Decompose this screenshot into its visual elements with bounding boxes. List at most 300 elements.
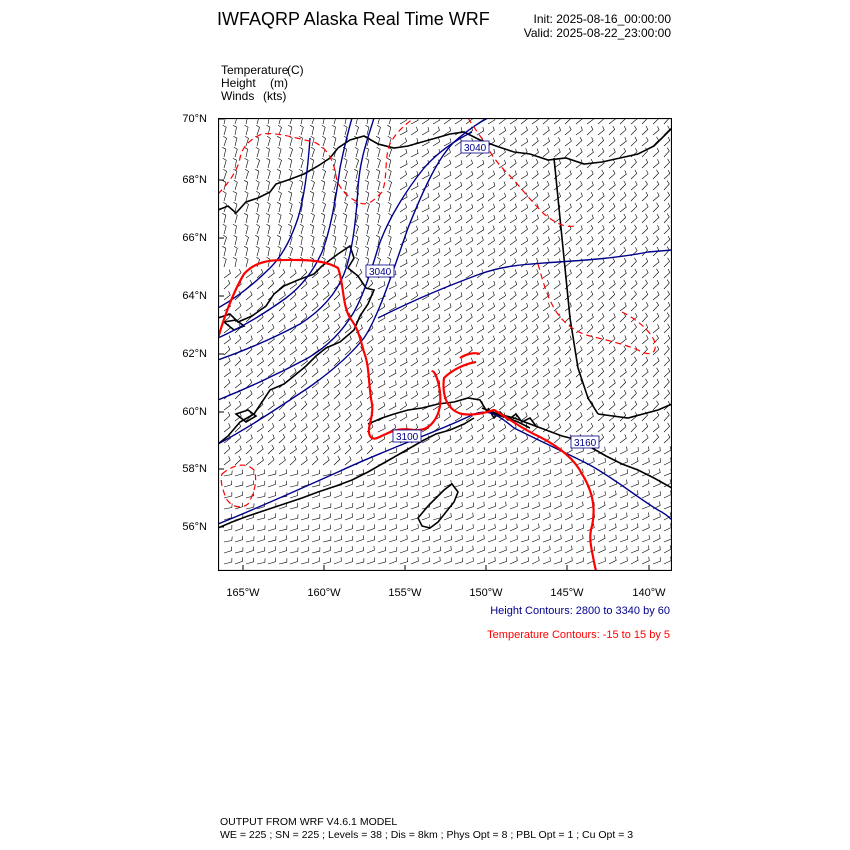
wind-barb: [400, 391, 407, 399]
wind-barb: [543, 402, 550, 410]
wind-barb: [598, 390, 604, 399]
wind-barb: [411, 237, 418, 245]
wind-barb: [444, 470, 452, 476]
model-config: WE = 225 ; SN = 225 ; Levels = 38 ; Dis = 8km ; Phys Opt = 8 ; PBL Opt = 1 ; Cu Opt = 3: [220, 829, 634, 841]
wind-barb: [664, 524, 671, 531]
wind-barb: [301, 525, 309, 531]
wind-barb: [235, 302, 241, 311]
wind-barb: [400, 513, 408, 520]
wind-barb: [664, 379, 669, 388]
wind-barb: [477, 480, 485, 487]
wind-barb: [664, 137, 670, 146]
wind-barb: [653, 126, 659, 135]
wind-barb: [444, 536, 452, 542]
wind-barb: [466, 181, 472, 190]
wind-barb: [576, 513, 583, 520]
wind-barb: [411, 514, 419, 520]
wind-barb: [664, 335, 670, 344]
wind-barb: [598, 480, 605, 487]
wind-barb: [444, 336, 451, 344]
wind-barb: [400, 535, 407, 542]
wind-barb: [565, 480, 572, 488]
wind-barb: [664, 535, 671, 542]
wind-barb: [344, 224, 348, 234]
wind-barb: [245, 191, 249, 201]
wind-barb: [224, 504, 232, 510]
wind-barb: [277, 136, 281, 146]
wind-barb: [554, 492, 562, 499]
wind-barb: [488, 127, 494, 136]
wind-barb: [565, 502, 573, 509]
wind-barb: [224, 369, 231, 377]
wind-barb: [532, 314, 539, 322]
wind-barb: [267, 158, 270, 168]
wind-barb: [411, 413, 418, 421]
wind-barb: [288, 191, 292, 201]
wind-barb: [378, 514, 386, 521]
wind-barb: [257, 536, 265, 543]
wind-barb: [609, 258, 615, 267]
wind-barb: [642, 512, 649, 520]
wind-barb: [477, 513, 485, 520]
wind-barb: [543, 447, 550, 454]
wind-barb: [653, 557, 661, 564]
wind-barb: [631, 137, 637, 146]
wind-barb: [224, 412, 230, 421]
wind-barb: [499, 391, 506, 399]
wind-barb: [543, 204, 550, 212]
wind-barb: [235, 445, 241, 454]
wind-barb: [246, 357, 252, 366]
wind-barb: [543, 357, 549, 366]
wind-barb: [587, 203, 593, 212]
wind-barb: [587, 149, 593, 158]
wind-barb: [301, 302, 307, 311]
wind-barb: [367, 491, 375, 498]
wind-barb: [664, 357, 670, 366]
wind-barb: [642, 203, 648, 212]
wind-barb: [466, 259, 473, 267]
wind-barb: [664, 181, 669, 190]
wind-barb: [477, 160, 484, 168]
wind-barb: [400, 558, 408, 564]
wind-barb: [499, 347, 505, 356]
wind-barb: [422, 193, 429, 201]
wind-barb: [477, 391, 484, 399]
wind-barb: [576, 379, 582, 388]
wind-barb: [521, 491, 529, 498]
wind-barb: [477, 182, 484, 190]
wind-barb: [543, 546, 550, 553]
wind-barb: [576, 535, 583, 542]
wind-barb: [664, 346, 669, 355]
kenai-coast: [368, 398, 530, 428]
wind-barb: [642, 170, 648, 179]
wind-barb: [455, 303, 462, 311]
wind-barb: [266, 246, 270, 256]
wind-barb: [598, 258, 604, 267]
wind-barb: [466, 160, 473, 168]
wind-barb: [289, 246, 292, 256]
wind-barb: [355, 224, 358, 234]
wind-barb: [301, 514, 309, 520]
wind-barb: [598, 170, 604, 179]
wind-barb: [411, 369, 418, 377]
wind-barb: [488, 314, 495, 322]
wind-barb: [565, 379, 571, 388]
wind-barb: [301, 401, 307, 410]
wind-barb: [598, 423, 604, 432]
wind-barb: [510, 291, 516, 300]
wind-barb: [323, 558, 331, 564]
wind-barb: [653, 546, 660, 553]
wind-barb: [279, 547, 287, 553]
wind-barb: [587, 469, 594, 476]
wind-barb: [565, 138, 571, 147]
lat-label-64: 64°N: [182, 290, 207, 302]
wind-barb: [311, 246, 314, 256]
wind-barb: [631, 225, 637, 234]
wind-barb: [279, 469, 287, 476]
wind-barb: [554, 502, 561, 509]
wind-barb: [609, 447, 617, 454]
wind-barb: [477, 358, 484, 366]
wind-barb: [521, 303, 528, 311]
wind-barb: [510, 469, 517, 476]
wind-barb: [499, 248, 505, 257]
wind-barb: [477, 259, 484, 267]
wind-barb: [609, 148, 615, 157]
wind-barb: [521, 127, 528, 135]
wind-barb: [631, 203, 637, 212]
wind-barb: [554, 137, 560, 146]
wind-barb: [521, 171, 528, 179]
wind-barb: [255, 202, 258, 212]
wind-barb: [499, 469, 506, 476]
wind-barb: [521, 280, 527, 289]
wind-barb: [543, 237, 550, 245]
wind-barb: [257, 391, 264, 399]
wind-barb: [664, 412, 669, 421]
wind-barb: [510, 138, 517, 147]
wind-barb: [422, 270, 429, 278]
wind-barb: [400, 358, 407, 366]
wind-barb: [356, 358, 363, 366]
wind-barb: [222, 147, 226, 157]
wind-barb: [477, 292, 484, 300]
wind-barb: [289, 180, 292, 190]
wind-barb: [323, 390, 329, 399]
wind-barb: [499, 447, 506, 454]
wind-barb: [466, 470, 474, 477]
wind-barb: [455, 391, 462, 399]
wind-barb: [323, 513, 331, 520]
wind-barb: [488, 193, 494, 202]
wind-barb: [224, 445, 230, 454]
wind-barb: [642, 192, 648, 201]
wind-barb: [244, 213, 248, 223]
wind-barb: [245, 136, 248, 146]
wind-barb: [576, 137, 582, 146]
wind-barb: [433, 325, 440, 333]
wind-barb: [488, 303, 495, 311]
wind-barb: [499, 236, 505, 245]
wind-barb: [257, 492, 265, 498]
wind-barb: [433, 448, 441, 454]
wind-barb: [532, 535, 539, 542]
wind-barb: [411, 226, 418, 234]
lon-label-145: 145°W: [550, 587, 584, 599]
wind-barb: [366, 191, 369, 201]
wind-barb: [257, 434, 263, 443]
wind-barb: [444, 413, 451, 421]
wind-barb: [444, 491, 452, 498]
wind-barb: [411, 259, 418, 267]
wind-barb: [257, 457, 264, 465]
wind-barb: [312, 291, 318, 300]
wind-barb: [444, 314, 451, 322]
kodiak-island: [418, 484, 458, 528]
wind-barb: [278, 125, 281, 135]
wind-barb: [334, 503, 342, 510]
wind-barb: [400, 138, 407, 146]
wind-barb: [422, 259, 429, 267]
wind-barb: [378, 492, 386, 498]
wind-barb: [653, 181, 659, 190]
wind-barb: [653, 469, 660, 477]
wind-barb: [631, 423, 637, 432]
alaska-peninsula: [218, 418, 474, 528]
wind-barb: [620, 390, 626, 399]
wind-barb: [389, 369, 396, 377]
wind-barb: [466, 313, 472, 322]
wind-barb: [521, 391, 528, 399]
wind-barb: [477, 535, 484, 542]
wind-barb: [609, 491, 616, 499]
wind-barb: [510, 204, 517, 213]
wind-barb: [620, 524, 627, 531]
wind-barb: [609, 324, 615, 333]
wind-barb: [422, 558, 430, 565]
wind-barb: [521, 247, 527, 256]
wind-barb: [345, 525, 353, 531]
wind-barb: [510, 448, 518, 455]
wind-barb: [499, 314, 505, 323]
wind-barb: [389, 282, 396, 289]
wind-barb: [246, 435, 252, 444]
wind-barb: [631, 126, 637, 135]
wind-barb: [499, 502, 506, 509]
wind-barb: [312, 434, 318, 443]
wind-barb: [609, 313, 615, 322]
wind-barb: [554, 535, 561, 542]
wind-barb: [279, 434, 285, 443]
wind-barb: [609, 390, 615, 399]
wind-barb: [532, 159, 538, 168]
wind-barb: [488, 424, 494, 433]
wind-barb: [455, 447, 463, 454]
wind-barb: [246, 547, 254, 554]
wind-barb: [653, 258, 659, 267]
wind-barb: [466, 513, 473, 520]
wind-barb: [433, 270, 440, 278]
wind-barb: [543, 346, 549, 355]
wind-barb: [345, 291, 351, 300]
wind-barb: [290, 380, 297, 388]
wind-barb: [631, 457, 638, 465]
wind-barb: [322, 202, 325, 212]
wind-barb: [664, 291, 670, 300]
wind-barb: [356, 558, 364, 564]
wind-barb: [233, 224, 237, 234]
wind-barb: [376, 169, 380, 179]
wind-barb: [235, 357, 241, 366]
wind-barb: [444, 182, 451, 190]
wind-barb: [411, 380, 418, 388]
wind-barb: [565, 214, 571, 223]
wind-barb: [422, 391, 429, 399]
wind-barb: [433, 336, 440, 344]
wind-barb: [400, 325, 407, 333]
wind-barb: [587, 248, 593, 257]
wind-barb: [521, 358, 528, 366]
wind-barb: [620, 491, 627, 498]
wind-barb: [488, 547, 496, 553]
wind-barb: [565, 535, 573, 542]
wind-barb: [235, 547, 243, 553]
wind-barb: [576, 424, 582, 433]
wind-barb: [488, 458, 495, 465]
wind-barb: [620, 324, 626, 333]
wind-barb: [433, 226, 440, 234]
wind-barb: [268, 269, 274, 278]
wind-barb: [234, 213, 237, 223]
wind-barb: [277, 169, 281, 179]
wind-barb: [289, 202, 292, 212]
wind-barb: [642, 335, 648, 344]
wind-barb: [400, 171, 407, 179]
wind-barb: [255, 136, 258, 146]
wind-barb: [311, 235, 315, 245]
wind-barb: [510, 514, 518, 521]
wind-barb: [620, 137, 626, 146]
wind-barb: [268, 357, 274, 366]
wind-barb: [311, 147, 314, 157]
wind-barb: [598, 379, 604, 388]
wind-barb: [345, 546, 353, 553]
wind-barb: [587, 192, 593, 201]
wind-barb: [510, 402, 517, 411]
wind-barb: [598, 324, 604, 333]
wind-barb: [356, 502, 364, 509]
wind-barb: [268, 492, 276, 498]
wind-barb: [565, 524, 572, 531]
wind-barb: [345, 470, 353, 476]
wind-barb: [389, 402, 396, 410]
wind-barb: [279, 481, 287, 487]
wind-barb: [422, 358, 429, 366]
wind-barb: [455, 525, 463, 531]
wind-barb: [433, 469, 441, 476]
wind-barb: [609, 225, 615, 234]
wind-barb: [609, 434, 615, 443]
wind-barb: [653, 491, 661, 498]
wind-barb: [455, 182, 462, 190]
wind-barb: [620, 557, 627, 564]
wind-barb: [257, 514, 265, 520]
wind-barb: [477, 335, 483, 344]
wind-barb: [279, 558, 287, 564]
wind-barb: [653, 225, 659, 234]
wind-barb: [322, 191, 325, 201]
wind-barb: [609, 557, 616, 565]
wind-barb: [510, 435, 517, 444]
wind-barb: [466, 458, 473, 465]
wind-barb: [653, 313, 659, 322]
map-title: IWFAQRP Alaska Real Time WRF: [217, 9, 490, 29]
wind-barb: [267, 136, 270, 146]
wind-barb: [301, 379, 307, 388]
wind-barb: [333, 169, 336, 179]
wind-barb: [576, 148, 582, 157]
wind-barb: [499, 458, 507, 465]
wind-barb: [532, 335, 538, 344]
wind-barb: [301, 346, 307, 355]
wind-barb: [235, 536, 243, 542]
wind-barb: [245, 235, 248, 245]
temperature-contours-note: Temperature Contours: -15 to 15 by 5: [487, 629, 670, 641]
wind-barb: [521, 313, 527, 322]
wind-barb: [290, 335, 296, 344]
wind-barb: [609, 368, 615, 377]
wind-barb: [235, 470, 243, 476]
wind-barb: [233, 158, 237, 168]
wind-barb: [333, 180, 336, 190]
lat-label-56: 56°N: [182, 521, 207, 533]
wind-barb: [664, 258, 670, 267]
wind-barb: [576, 193, 582, 202]
wind-barb: [411, 524, 418, 531]
wind-barb: [521, 259, 528, 267]
wind-barb: [378, 359, 385, 366]
wind-barb: [576, 302, 582, 311]
wind-barb: [444, 270, 451, 278]
wind-barb: [510, 159, 516, 168]
wind-barb: [642, 390, 648, 399]
wind-barb: [411, 481, 419, 487]
wind-barb: [521, 557, 529, 564]
wind-barb: [587, 291, 593, 300]
wind-barb: [290, 434, 296, 443]
wind-barb: [532, 458, 539, 465]
wind-barb: [246, 456, 252, 465]
wind-barb: [312, 514, 320, 520]
wind-barb: [521, 447, 528, 454]
wind-barb: [620, 126, 626, 135]
wind-barb: [499, 325, 506, 333]
wind-barb: [510, 524, 517, 531]
wind-barb: [642, 258, 648, 267]
wind-barb: [477, 558, 485, 564]
wind-barb: [609, 546, 617, 553]
wind-barb: [311, 202, 315, 212]
wind-barb: [433, 127, 440, 135]
wind-barb: [411, 248, 418, 256]
wind-barb: [246, 445, 252, 454]
wind-barb: [444, 524, 452, 531]
wind-barb: [433, 171, 440, 179]
wind-barb: [345, 423, 351, 432]
